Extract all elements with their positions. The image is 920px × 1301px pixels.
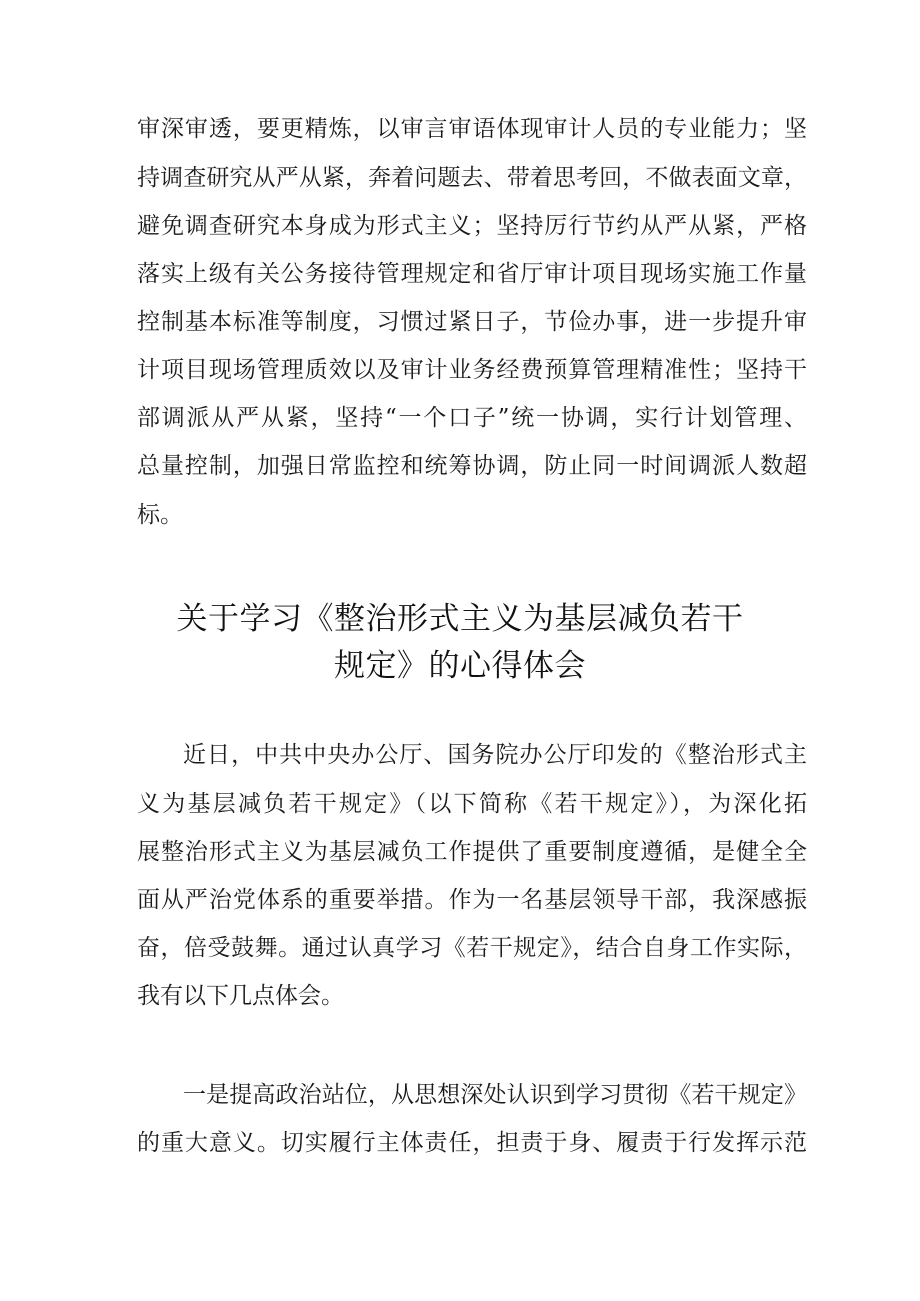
paragraph-line: 计项目现场管理质效以及审计业务经费预算管理精准性；坚持干 [137, 357, 807, 383]
paragraph-line: 审深审透，要更精炼，以审言审语体现审计人员的专业能力；坚 [137, 116, 807, 142]
paragraph-line: 部调派从严从紧，坚持“一个口子”统一协调，实行计划管理、 [137, 405, 807, 431]
paragraph-line: 落实上级有关公务接待管理规定和省厅审计项目现场实施工作量 [137, 261, 807, 287]
title-line-2: 规定》的心得体会 [334, 648, 586, 684]
paragraph-line: 奋，倍受鼓舞。通过认真学习《若干规定》，结合自身工作实际， [137, 935, 807, 961]
paragraph-line: 面从严治党体系的重要举措。作为一名基层领导干部，我深感振 [137, 887, 807, 913]
paragraph-line: 义为基层减负若干规定》（以下简称《若干规定》），为深化拓 [137, 791, 807, 817]
paragraph-line: 一是提高政治站位，从思想深处认识到学习贯彻《若干规定》 [183, 1082, 807, 1108]
paragraph-line: 标。 [137, 502, 183, 528]
paragraph-line: 我有以下几点体会。 [137, 983, 344, 1009]
title-line-1: 关于学习《整治形式主义为基层减负若干 [176, 601, 744, 637]
paragraph-line: 展整治形式主义为基层减负工作提供了重要制度遵循，是健全全 [137, 839, 807, 865]
paragraph-line: 控制基本标准等制度，习惯过紧日子，节俭办事，进一步提升审 [137, 309, 807, 335]
paragraph-line: 持调查研究从严从紧，奔着问题去、带着思考回，不做表面文章， [137, 165, 807, 191]
paragraph-line: 的重大意义。切实履行主体责任，担责于身、履责于行发挥示范 [137, 1130, 807, 1156]
paragraph-line: 避免调查研究本身成为形式主义；坚持厉行节约从严从紧，严格 [137, 213, 807, 239]
paragraph-line: 总量控制，加强日常监控和统筹协调，防止同一时间调派人数超 [137, 453, 807, 479]
paragraph-line: 近日，中共中央办公厅、国务院办公厅印发的《整治形式主 [183, 742, 807, 768]
